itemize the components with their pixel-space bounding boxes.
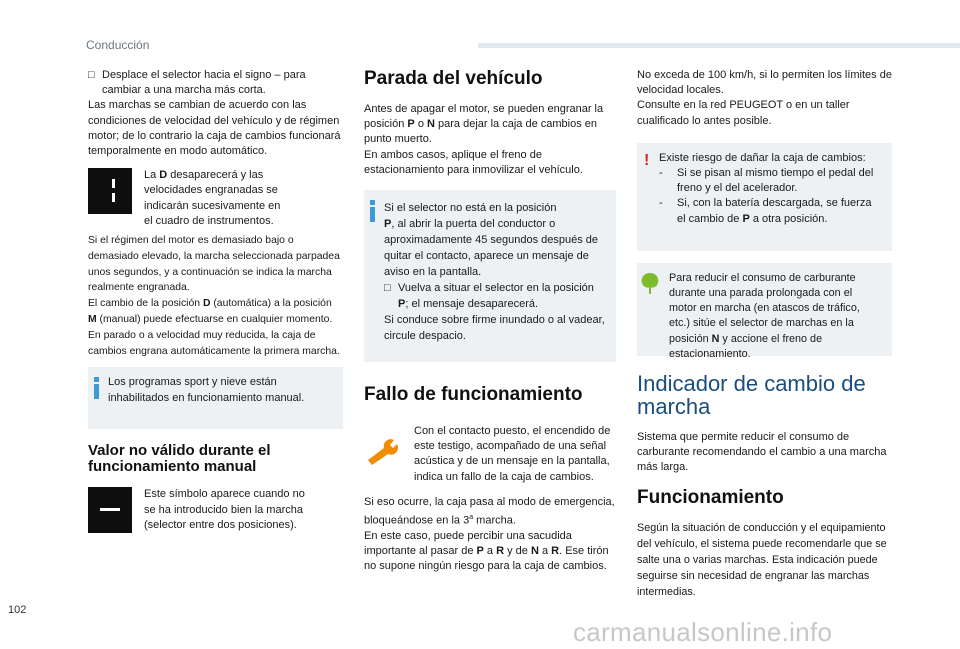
info-text: Si conduce sobre firme inundado o al vadear, circule despacio. bbox=[384, 314, 605, 343]
fault-text: Con el contacto puesto, el encendido de este testigo, acompañado de una señal acústica y de un mensaje en la pantalla, indica un fallo de la caja de cambios. bbox=[414, 425, 611, 483]
info-icon bbox=[94, 377, 99, 399]
paragraph: Consulte en la red PEUGEOT o en un taller cualificado lo antes posible. bbox=[637, 99, 850, 127]
paragraph: Antes de apagar el motor, se pueden engranar la posición P o N para dejar la caja de cambios en punto muerto. bbox=[364, 103, 604, 146]
invalid-gear-text: Este símbolo aparece cuando no se ha introducido bien la marcha (selector entre dos posiciones). bbox=[144, 488, 305, 531]
watermark: carmanualsonline.info bbox=[573, 617, 833, 647]
gear-indicator-icon bbox=[88, 168, 132, 214]
info-box bbox=[88, 367, 343, 429]
paragraph: No exceda de 100 km/h, si lo permiten los límites de velocidad locales. bbox=[637, 69, 892, 97]
warning-box bbox=[637, 143, 892, 251]
wrench-icon bbox=[364, 424, 414, 475]
paragraph: Sistema que permite reducir el consumo de carburante recomendando el cambio a una marcha más larga. bbox=[637, 430, 887, 474]
info-box bbox=[364, 190, 616, 362]
arrow-bullet-icon: □ bbox=[88, 69, 95, 81]
small-paragraph: Si el régimen del motor es demasiado bajo o demasiado elevado, la marcha seleccionada parpadea unos segundos, y a continuación se indica la marcha realmente engranada. bbox=[88, 235, 340, 294]
section-label: Conducción bbox=[86, 38, 150, 52]
dash-indicator-icon bbox=[88, 487, 132, 533]
section-heading: Fallo de funcionamiento bbox=[364, 384, 583, 406]
paragraph: En ambos casos, aplique el freno de estacionamiento para inmovilizar el vehículo. bbox=[364, 148, 583, 176]
section-heading: Funcionamiento bbox=[637, 487, 784, 509]
fault-row bbox=[364, 424, 616, 485]
gear-display-text: La D desaparecerá y las velocidades engranadas se indicarán sucesivamente en el cuadro de instrumentos. bbox=[144, 169, 281, 227]
paragraph: En este caso, puede percibir una sacudida importante al pasar de P a R y de N a R. Ese tirón no supone ningún riesgo para la caja de cambios. bbox=[364, 529, 609, 573]
leaf-icon bbox=[639, 271, 661, 295]
bullet-item: □ Vuelva a situar el selector en la posición P; el mensaje desaparecerá. bbox=[384, 282, 594, 311]
paragraph: Las marchas se cambian de acuerdo con las condiciones de velocidad del vehículo y de régimen motor; de lo contrario la caja de cambios funcionará temporalmente en modo automático. bbox=[88, 99, 341, 158]
paragraph: Si eso ocurre, la caja pasa al modo de emergencia, bloqueándose en la 3$^a$ marcha. bbox=[364, 495, 615, 527]
eco-text: Para reducir el consumo de carburante durante una parada prolongada con el motor en marcha (en atascos de tráfico, etc.) sitúe el selector de marchas en la posición N y accione el freno de estacionamiento. bbox=[669, 271, 860, 360]
warning-bullet: - Si, con la batería descargada, se fuerza el cambio de P a otra posición. bbox=[659, 197, 872, 225]
info-text: Los programas sport y nieve están inhabilitados en funcionamiento manual. bbox=[108, 376, 305, 404]
arrow-bullet-icon: □ bbox=[384, 282, 391, 295]
column-left bbox=[88, 68, 343, 533]
warning-title: Existe riesgo de dañar la caja de cambios: bbox=[659, 151, 866, 164]
warning-icon: ! bbox=[644, 151, 650, 169]
invalid-gear-row bbox=[88, 487, 343, 533]
section-heading: Parada del vehículo bbox=[364, 68, 543, 89]
paragraph: Según la situación de conducción y el equipamiento del vehículo, el sistema puede recomendarle que se salte una o varias marchas. Esta indicación puede seguirse sin necesidad de engranar las marchas intermedias. bbox=[637, 522, 887, 598]
warning-bullet: - Si se pisan al mismo tiempo el pedal del freno y el del acelerador. bbox=[659, 167, 874, 195]
chapter-heading: Indicador de cambio de marcha bbox=[637, 370, 866, 419]
header-bar bbox=[478, 43, 960, 48]
info-text: Si el selector no está en la posición P, al abrir la puerta del conductor o aproximadamente 45 segundos después de quitar el contacto, aparece un mensaje de aviso en la pantalla. bbox=[384, 202, 599, 279]
info-icon bbox=[370, 200, 375, 222]
eco-box bbox=[637, 263, 892, 360]
small-paragraph: El cambio de la posición D (automática) a la posición M (manual) puede efectuarse en cualquier momento. bbox=[88, 298, 333, 326]
section-heading: Valor no válido durante el funcionamiento manual bbox=[88, 442, 271, 476]
bullet-text: Desplace el selector hacia el signo – para cambiar a una marcha más corta. bbox=[102, 69, 306, 97]
column-middle bbox=[364, 68, 616, 575]
small-paragraph: En parado o a velocidad muy reducida, la caja de cambios engrana automáticamente la primera marcha. bbox=[88, 329, 340, 357]
bullet-item bbox=[88, 68, 343, 98]
page-number: 102 bbox=[8, 604, 27, 616]
gear-display-row bbox=[88, 168, 343, 229]
column-right bbox=[637, 68, 892, 600]
